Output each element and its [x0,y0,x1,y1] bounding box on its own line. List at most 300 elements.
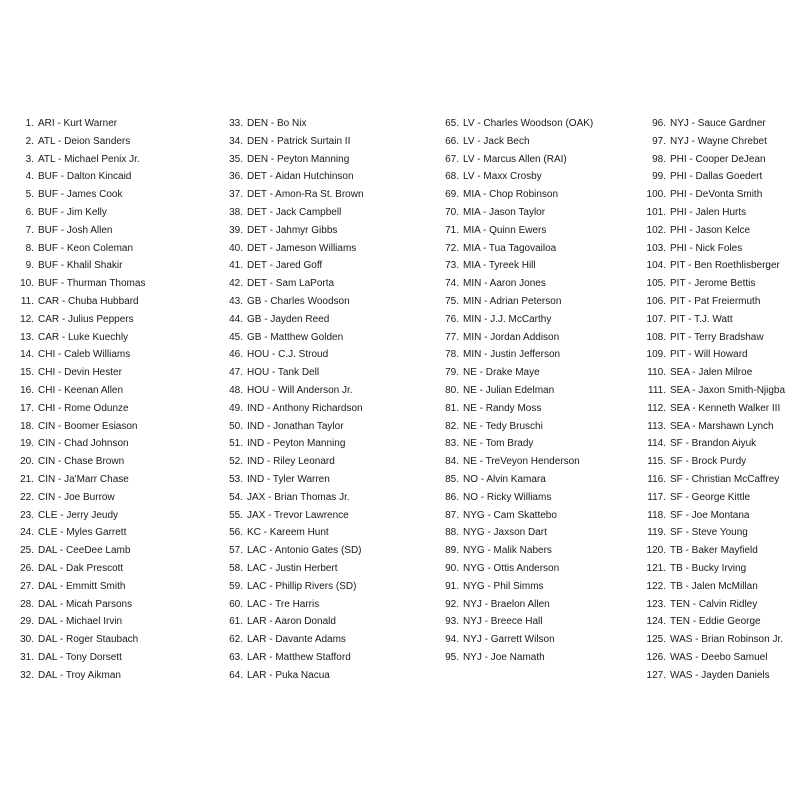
list-item [425,151,593,169]
list-item [8,507,145,525]
item-number: 93. [445,616,459,628]
item-number: 66. [445,135,459,147]
item-text: PIT - Will Howard [670,349,748,361]
item-number: 10. [20,278,34,290]
item-number: 123. [646,598,666,610]
item-text: CHI - Rome Odunze [38,402,129,414]
item-text: ATL - Deion Sanders [38,135,131,147]
item-text: IND - Anthony Richardson [247,402,363,414]
item-text: HOU - Tank Dell [247,367,320,379]
list-column-2 [215,115,364,685]
list-item [215,400,364,418]
item-text: ATL - Michael Penix Jr. [38,153,140,165]
item-number: 26. [20,562,34,574]
item-number: 31. [20,651,34,663]
list-item [425,257,593,275]
item-number: 90. [445,562,459,574]
list-item [425,435,593,453]
item-text: DET - Jared Goff [247,260,323,272]
list-item [632,133,785,151]
item-text: DET - Jahmyr Gibbs [247,224,338,236]
list-item [425,168,593,186]
item-number: 33. [229,118,243,129]
list-item [632,186,785,204]
list-item [425,578,593,596]
item-text: PIT - Pat Freiermuth [670,295,761,307]
list-item [215,596,364,614]
item-number: 14. [20,349,34,361]
item-number: 47. [229,367,243,379]
item-number: 74. [445,278,459,290]
item-text: CIN - Boomer Esiason [38,420,138,432]
item-text: DAL - Micah Parsons [38,598,133,610]
item-number: 70. [445,206,459,218]
item-number: 60. [229,598,243,610]
list-item [8,222,145,240]
item-number: 9. [25,260,34,272]
list-item [632,400,785,418]
item-text: TEN - Calvin Ridley [670,598,758,610]
item-text: DAL - Troy Aikman [38,669,121,681]
item-number: 27. [20,580,34,592]
item-text: NO - Ricky Williams [463,491,552,503]
item-text: PIT - Terry Bradshaw [670,331,764,343]
item-text: DET - Amon-Ra St. Brown [247,189,364,201]
list-item [215,435,364,453]
list-item [215,346,364,364]
list-item [632,578,785,596]
item-text: MIN - Justin Jefferson [463,349,561,361]
item-text: DEN - Bo Nix [247,118,307,129]
list-item [215,364,364,382]
item-text: NYJ - Wayne Chrebet [670,135,767,147]
item-text: DAL - Tony Dorsett [38,651,122,663]
item-text: MIN - Aaron Jones [463,278,546,290]
item-number: 107. [646,313,666,325]
list-item [632,507,785,525]
item-text: LV - Marcus Allen (RAI) [463,153,567,165]
item-number: 48. [229,384,243,396]
item-text: SEA - Jaxon Smith-Njigba [670,384,786,396]
item-text: DAL - Michael Irvin [38,616,123,628]
list-column-3 [425,115,593,667]
item-text: CIN - Joe Burrow [38,491,115,503]
item-text: GB - Jayden Reed [247,313,330,325]
list-item [215,667,364,685]
item-text: MIA - Jason Taylor [463,206,546,218]
item-text: CAR - Julius Peppers [38,313,134,325]
item-number: 75. [445,295,459,307]
item-text: BUF - Thurman Thomas [38,278,146,290]
item-text: CAR - Luke Kuechly [38,331,129,343]
item-text: BUF - Keon Coleman [38,242,134,254]
item-number: 3. [25,153,34,165]
item-text: SF - George Kittle [670,491,751,503]
list-item [425,204,593,222]
item-number: 109. [646,349,666,361]
list-item [425,275,593,293]
item-text: CIN - Chase Brown [38,456,125,468]
list-item [8,489,145,507]
item-text: CIN - Ja'Marr Chase [38,473,129,485]
list-item [632,168,785,186]
item-number: 126. [646,651,666,663]
item-number: 106. [646,295,666,307]
list-item [632,471,785,489]
item-number: 41. [229,260,243,272]
list-column-4 [632,115,785,685]
list-item [425,471,593,489]
item-text: NE - Tom Brady [463,438,534,450]
list-item [215,257,364,275]
item-text: MIN - Adrian Peterson [463,295,562,307]
item-text: CIN - Chad Johnson [38,438,129,450]
list-item [8,524,145,542]
item-number: 22. [20,491,34,503]
item-text: TB - Baker Mayfield [670,545,758,557]
item-text: NE - TreVeyon Henderson [463,456,580,468]
list-item [215,542,364,560]
item-text: SEA - Kenneth Walker III [670,402,781,414]
item-number: 20. [20,456,34,468]
list-item [8,186,145,204]
item-number: 87. [445,509,459,521]
list-item [632,649,785,667]
list-item [425,329,593,347]
item-number: 16. [20,384,34,396]
item-text: DAL - CeeDee Lamb [38,545,131,557]
list-item [425,133,593,151]
list-item [425,542,593,560]
item-number: 24. [20,527,34,539]
item-number: 99. [652,171,666,183]
item-text: NYJ - Braelon Allen [463,598,550,610]
item-number: 61. [229,616,243,628]
item-number: 62. [229,634,243,646]
item-number: 101. [646,206,666,218]
list-item [8,168,145,186]
item-text: SF - Brandon Aiyuk [670,438,757,450]
item-number: 127. [646,669,666,681]
item-text: WAS - Jayden Daniels [670,669,770,681]
list-item [632,524,785,542]
item-number: 73. [445,260,459,272]
item-text: LV - Jack Bech [463,135,530,147]
list-item [215,329,364,347]
item-text: LAC - Tre Harris [247,598,320,610]
item-number: 39. [229,224,243,236]
item-text: WAS - Brian Robinson Jr. [670,634,784,646]
item-number: 108. [646,331,666,343]
item-number: 15. [20,367,34,379]
list-item [8,133,145,151]
item-number: 121. [646,562,666,574]
list-item [215,240,364,258]
item-text: DEN - Patrick Surtain II [247,135,351,147]
list-item [632,240,785,258]
list-item [8,293,145,311]
item-text: NE - Drake Maye [463,367,540,379]
item-text: NYG - Phil Simms [463,580,544,592]
item-text: BUF - Jim Kelly [38,206,107,218]
item-text: ARI - Kurt Warner [38,118,118,129]
list-item [425,240,593,258]
item-text: GB - Charles Woodson [247,295,350,307]
list-item [425,524,593,542]
list-item [425,613,593,631]
item-text: IND - Riley Leonard [247,456,335,468]
list-item [215,613,364,631]
item-text: PHI - DeVonta Smith [670,189,763,201]
item-text: PIT - Ben Roethlisberger [670,260,780,272]
item-number: 65. [445,118,459,129]
item-number: 4. [25,171,34,183]
list-item [425,631,593,649]
list-item [8,453,145,471]
item-number: 11. [20,295,34,307]
list-item [215,418,364,436]
list-item [215,222,364,240]
list-item [425,649,593,667]
item-number: 116. [647,473,666,485]
item-text: IND - Peyton Manning [247,438,346,450]
item-number: 124. [646,616,666,628]
item-number: 63. [229,651,243,663]
list-item [632,418,785,436]
list-item [632,631,785,649]
item-number: 110. [647,367,666,379]
item-number: 94. [445,634,459,646]
item-number: 86. [445,491,459,503]
list-item [425,115,593,133]
list-item [425,489,593,507]
item-number: 58. [229,562,243,574]
list-item [632,151,785,169]
item-text: PHI - Jalen Hurts [670,206,747,218]
item-number: 44. [229,313,243,325]
item-number: 103. [646,242,666,254]
list-item [425,507,593,525]
item-number: 29. [20,616,34,628]
item-text: NYG - Cam Skattebo [463,509,557,521]
item-number: 21. [20,473,34,485]
item-number: 81. [445,402,459,414]
item-number: 19. [20,438,34,450]
item-number: 117. [647,491,666,503]
item-number: 40. [229,242,243,254]
list-item [425,346,593,364]
item-text: DET - Jack Campbell [247,206,342,218]
item-text: NYJ - Sauce Gardner [670,118,766,129]
list-item [215,168,364,186]
list-item [215,293,364,311]
list-item [8,542,145,560]
item-text: MIA - Quinn Ewers [463,224,547,236]
item-number: 12. [20,313,34,325]
list-item [632,596,785,614]
item-number: 42. [229,278,243,290]
list-item [632,329,785,347]
list-item [215,151,364,169]
item-number: 59. [229,580,243,592]
item-number: 36. [229,171,243,183]
item-text: DAL - Emmitt Smith [38,580,126,592]
item-number: 35. [229,153,243,165]
list-item [8,346,145,364]
list-item [632,115,785,133]
item-text: HOU - Will Anderson Jr. [247,384,353,396]
item-text: DET - Aidan Hutchinson [247,171,354,183]
item-number: 8. [25,242,34,254]
list-item [632,311,785,329]
item-text: IND - Jonathan Taylor [247,420,344,432]
item-text: PHI - Nick Foles [670,242,743,254]
item-text: SEA - Jalen Milroe [670,367,753,379]
item-number: 119. [647,527,666,539]
list-item [8,151,145,169]
item-text: PHI - Dallas Goedert [670,171,763,183]
item-text: MIN - Jordan Addison [463,331,560,343]
item-text: BUF - James Cook [38,189,123,201]
list-item [632,204,785,222]
item-text: DAL - Roger Staubach [38,634,139,646]
list-item [632,667,785,685]
item-text: LAC - Justin Herbert [247,562,338,574]
item-text: JAX - Trevor Lawrence [247,509,349,521]
item-number: 53. [229,473,243,485]
list-item [215,524,364,542]
item-number: 71. [445,224,459,236]
item-number: 13. [20,331,34,343]
item-number: 120. [646,545,666,557]
list-item [8,311,145,329]
item-number: 51. [229,438,243,450]
list-item [632,453,785,471]
list-item [632,382,785,400]
item-number: 43. [229,295,243,307]
item-text: SF - Steve Young [670,527,748,539]
item-text: LAR - Aaron Donald [247,616,336,628]
item-number: 18. [20,420,34,432]
item-text: NYG - Malik Nabers [463,545,552,557]
list-item [8,560,145,578]
item-text: DET - Jameson Williams [247,242,357,254]
list-item [8,613,145,631]
list-item [8,257,145,275]
item-text: LAR - Davante Adams [247,634,346,646]
item-text: NYJ - Breece Hall [463,616,543,628]
item-text: BUF - Josh Allen [38,224,113,236]
item-text: PIT - T.J. Watt [670,313,733,325]
item-number: 83. [445,438,459,450]
list-item [8,364,145,382]
item-number: 56. [229,527,243,539]
item-number: 37. [229,189,243,201]
item-number: 91. [445,580,459,592]
item-number: 69. [445,189,459,201]
list-item [8,418,145,436]
list-item [8,115,145,133]
list-item [8,631,145,649]
item-number: 45. [229,331,243,343]
item-number: 64. [229,669,243,681]
item-number: 100. [646,189,666,201]
list-item [8,435,145,453]
list-item [632,364,785,382]
item-number: 54. [229,491,243,503]
list-item [425,560,593,578]
item-text: CHI - Devin Hester [38,367,122,379]
item-text: DAL - Dak Prescott [38,562,124,574]
list-item [8,240,145,258]
item-number: 88. [445,527,459,539]
item-text: SF - Christian McCaffrey [670,473,780,485]
item-number: 125. [646,634,666,646]
item-number: 68. [445,171,459,183]
item-text: HOU - C.J. Stroud [247,349,329,361]
list-item [632,275,785,293]
item-number: 98. [652,153,666,165]
item-text: BUF - Khalil Shakir [38,260,123,272]
item-number: 72. [445,242,459,254]
list-item [425,453,593,471]
list-item [8,578,145,596]
item-text: LAC - Phillip Rivers (SD) [247,580,357,592]
item-number: 92. [445,598,459,610]
item-number: 114. [647,438,666,450]
item-text: BUF - Dalton Kincaid [38,171,132,183]
item-number: 113. [647,420,666,432]
item-number: 28. [20,598,34,610]
item-text: MIA - Tyreek Hill [463,260,536,272]
item-text: NYG - Jaxson Dart [463,527,547,539]
item-number: 5. [25,189,34,201]
item-number: 23. [20,509,34,521]
item-text: CAR - Chuba Hubbard [38,295,139,307]
list-item [632,346,785,364]
item-text: DEN - Peyton Manning [247,153,350,165]
item-number: 97. [652,135,666,147]
item-number: 85. [445,473,459,485]
list-item [8,596,145,614]
item-text: TEN - Eddie George [670,616,761,628]
item-text: NYG - Ottis Anderson [463,562,560,574]
list-item [425,382,593,400]
item-text: NYJ - Joe Namath [463,651,545,663]
list-item [632,542,785,560]
item-number: 80. [445,384,459,396]
list-item [215,382,364,400]
item-text: LAR - Puka Nacua [247,669,330,681]
item-text: MIN - J.J. McCarthy [463,313,552,325]
item-text: TB - Jalen McMillan [670,580,758,592]
item-number: 50. [229,420,243,432]
list-item [425,222,593,240]
list-item [632,489,785,507]
item-text: NE - Randy Moss [463,402,542,414]
item-text: IND - Tyler Warren [247,473,330,485]
list-item [215,453,364,471]
item-text: JAX - Brian Thomas Jr. [247,491,350,503]
item-number: 55. [229,509,243,521]
item-text: NYJ - Garrett Wilson [463,634,555,646]
item-text: MIA - Chop Robinson [463,189,559,201]
list-item [425,596,593,614]
item-number: 17. [20,402,34,414]
item-number: 76. [445,313,459,325]
list-item [425,311,593,329]
list-item [425,418,593,436]
